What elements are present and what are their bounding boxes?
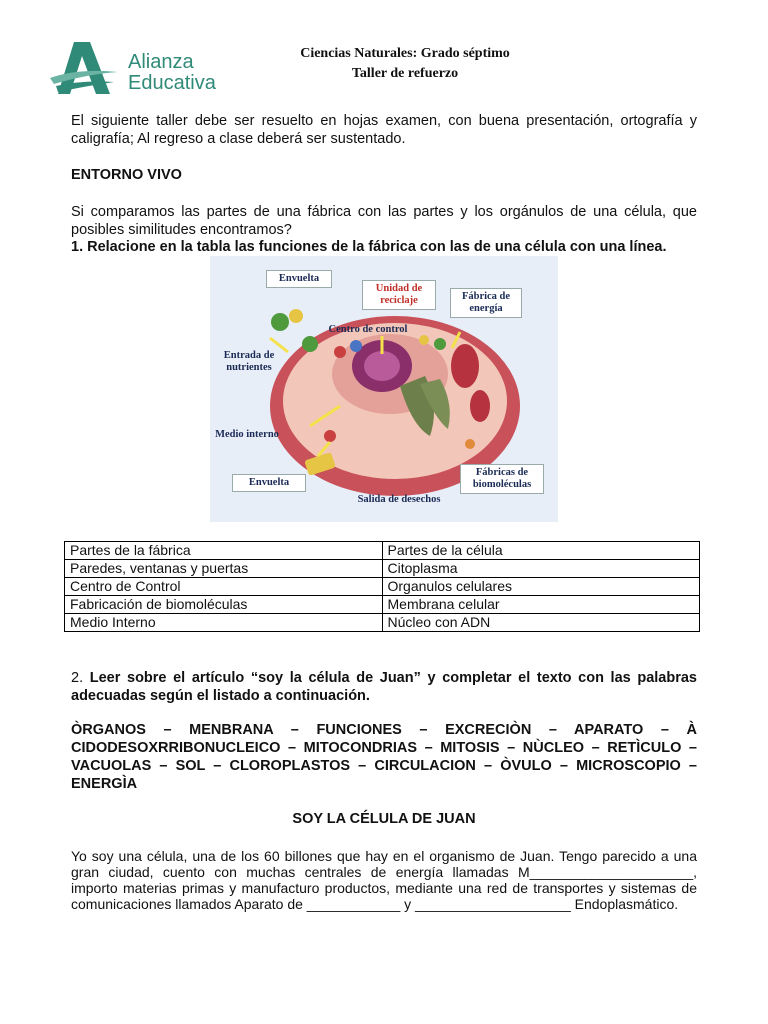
table-row [65,578,700,596]
table-header-row [65,542,700,560]
label-entrada-nutrientes: Entrada de nutrientes [223,350,275,373]
table-row [65,560,700,578]
intro-paragraph: El siguiente taller debe ser resuelto en hojas examen, con buena presentación, ortografía y caligrafía; Al regreso a clase deberá ser sustentado. [71,113,697,147]
table-cell: Paredes, ventanas y puertas [65,560,383,578]
label-salida-desechos: Salida de desechos [357,494,441,505]
table-cell: Fabricación de biomoléculas [65,596,383,614]
header-subject: Ciencias Naturales: Grado séptimo [300,46,510,61]
label-centro-control: Centro de control [328,324,408,335]
logo-line1: Alianza [128,51,194,73]
label-fabricas-biomoleculas: Fábricas de biomoléculas [460,464,544,494]
word-list: ÒRGANOS – MENBRANA – FUNCIONES – EXCRECIÒN – APARATO – À CIDODESOXRRIBONUCLEICO – MITOCONDRIAS – MITOSIS – NÙCLEO – RETÌCULO – VACUOLAS – SOL – CLOROPLASTOS – CIRCULACION – ÒVULO – MICROSCOPIO – ENERGÌA [71,722,697,792]
table-row [65,614,700,632]
question-paragraph: Si comparamos las partes de una fábrica con las partes y los orgánulos de una célula, que posibles similitudes encontramos? [71,204,697,238]
comparison-table [64,541,700,632]
table-cell: Medio Interno [65,614,383,632]
reading-title: SOY LA CÉLULA DE JUAN [292,811,476,827]
table-row [65,596,700,614]
question-2 [71,669,697,705]
label-fabrica-energia: Fábrica de energía [450,288,522,318]
label-medio-interno: Medio interno [215,429,279,440]
document-header [230,44,580,84]
table-cell: Centro de Control [65,578,383,596]
reading-text: Yo soy una célula, una de los 60 billones que hay en el organismo de Juan. Tengo parecido a una gran ciudad, cuento con muchas centrales de energía llamadas M_____________________, importo materias primas y manufacturo productos, mediante una red de transportes y sistemas de comunicaciones llamados Aparato de ____________ y ____________________ Endoplasmático. [71,848,697,912]
table-cell: Membrana celular [382,596,700,614]
table-header-cell: Partes de la célula [382,542,700,560]
label-envuelta-top: Envuelta [266,270,332,288]
section-heading: ENTORNO VIVO [71,167,182,183]
label-envuelta-bottom: Envuelta [232,474,306,492]
cell-factory-figure [210,256,558,522]
label-unidad-reciclaje: Unidad de reciclaje [362,280,436,310]
logo-line2: Educativa [128,72,216,94]
table-cell: Citoplasma [382,560,700,578]
alianza-educativa-logo [48,38,238,100]
table-cell: Organulos celulares [382,578,700,596]
logo-mark-icon [48,38,128,100]
question-2-number: 2. [71,670,84,686]
table-cell: Núcleo con ADN [382,614,700,632]
question-1: 1. Relacione en la tabla las funciones de la fábrica con las de una célula con una línea. [71,239,667,255]
question-2-text: Leer sobre el artículo “soy la célula de Juan” y completar el texto con las palabras adecuadas según el listado a continuación. [71,670,697,704]
table-header-cell: Partes de la fábrica [65,542,383,560]
header-title: Taller de refuerzo [351,66,459,81]
